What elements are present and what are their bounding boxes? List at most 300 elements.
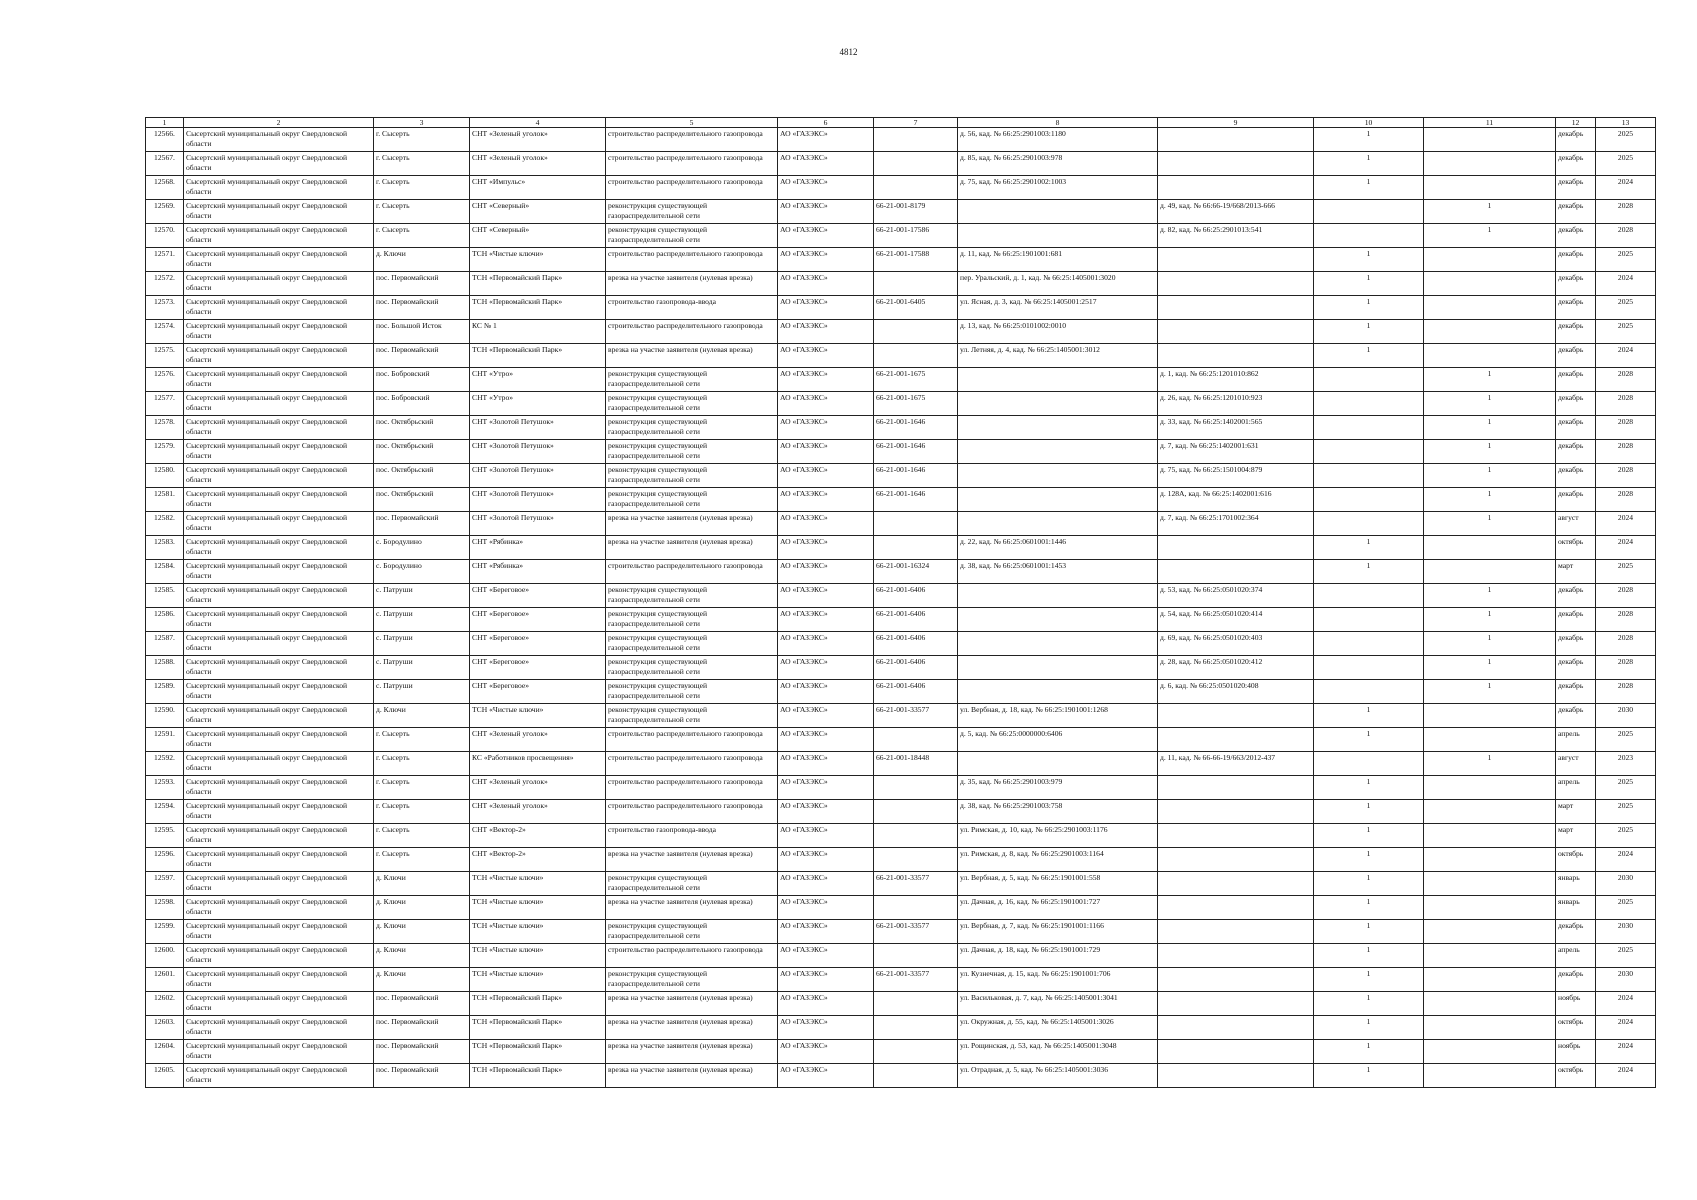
year-cell: 2028 [1596, 200, 1656, 224]
col11-cell [1424, 872, 1556, 896]
col11-cell [1424, 968, 1556, 992]
work-type-cell: реконструкция существующей газораспределительной сети [606, 392, 778, 416]
row-number: 12572. [146, 272, 184, 296]
col11-cell [1424, 1040, 1556, 1064]
operator-cell: АО «ГАЗЭКС» [778, 320, 874, 344]
table-row [146, 752, 1656, 776]
table-row [146, 200, 1656, 224]
partnership-cell: ТСН «Первомайский Парк» [470, 1016, 606, 1040]
col10-cell: 1 [1314, 800, 1424, 824]
settlement-cell: д. Ключи [374, 248, 470, 272]
col10-cell [1314, 440, 1424, 464]
row-number: 12602. [146, 992, 184, 1016]
municipality-cell: Сысертский муниципальный округ Свердловской области [184, 1064, 374, 1088]
partnership-cell: ТСН «Чистые ключи» [470, 704, 606, 728]
row-number: 12604. [146, 1040, 184, 1064]
col10-cell [1314, 512, 1424, 536]
year-cell: 2024 [1596, 536, 1656, 560]
network-id-cell: 66-21-001-6405 [874, 296, 958, 320]
partnership-cell: СНТ «Импульс» [470, 176, 606, 200]
municipality-cell: Сысертский муниципальный округ Свердловской области [184, 464, 374, 488]
settlement-cell: д. Ключи [374, 872, 470, 896]
col11-cell [1424, 728, 1556, 752]
partnership-cell: СНТ «Береговое» [470, 584, 606, 608]
col11-cell [1424, 992, 1556, 1016]
work-type-cell: реконструкция существующей газораспределительной сети [606, 872, 778, 896]
address-cell [958, 392, 1158, 416]
partnership-cell: ТСН «Чистые ключи» [470, 968, 606, 992]
operator-cell: АО «ГАЗЭКС» [778, 968, 874, 992]
month-cell: декабрь [1556, 128, 1596, 152]
operator-cell: АО «ГАЗЭКС» [778, 200, 874, 224]
cadastral-cell [1158, 128, 1314, 152]
partnership-cell: СНТ «Северный» [470, 200, 606, 224]
partnership-cell: СНТ «Рябинка» [470, 560, 606, 584]
column-header-3: 3 [374, 118, 470, 128]
network-id-cell: 66-21-001-33577 [874, 704, 958, 728]
partnership-cell: ТСН «Первомайский Парк» [470, 1064, 606, 1088]
network-id-cell: 66-21-001-17588 [874, 248, 958, 272]
work-type-cell: строительство распределительного газопровода [606, 944, 778, 968]
col10-cell: 1 [1314, 824, 1424, 848]
network-id-cell: 66-21-001-1646 [874, 440, 958, 464]
work-type-cell: врезка на участке заявителя (нулевая врезка) [606, 536, 778, 560]
row-number: 12598. [146, 896, 184, 920]
table-row [146, 224, 1656, 248]
network-id-cell: 66-21-001-33577 [874, 968, 958, 992]
partnership-cell: КС «Работников просвещения» [470, 752, 606, 776]
row-number: 12573. [146, 296, 184, 320]
settlement-cell: г. Сысерть [374, 848, 470, 872]
table-row [146, 560, 1656, 584]
col10-cell [1314, 584, 1424, 608]
month-cell: декабрь [1556, 680, 1596, 704]
cadastral-cell: д. 82, кад. № 66:25:2901013:541 [1158, 224, 1314, 248]
municipality-cell: Сысертский муниципальный округ Свердловской области [184, 152, 374, 176]
cadastral-cell: д. 49, кад. № 66:66-19/668/2013-666 [1158, 200, 1314, 224]
settlement-cell: с. Патруши [374, 656, 470, 680]
municipality-cell: Сысертский муниципальный округ Свердловской области [184, 128, 374, 152]
table-header [146, 118, 1656, 128]
month-cell: ноябрь [1556, 1040, 1596, 1064]
cadastral-cell: д. 128А, кад. № 66:25:1402001:616 [1158, 488, 1314, 512]
row-number: 12586. [146, 608, 184, 632]
year-cell: 2025 [1596, 320, 1656, 344]
col11-cell [1424, 1064, 1556, 1088]
col10-cell [1314, 656, 1424, 680]
network-id-cell [874, 992, 958, 1016]
table-row [146, 728, 1656, 752]
operator-cell: АО «ГАЗЭКС» [778, 560, 874, 584]
col10-cell: 1 [1314, 848, 1424, 872]
address-cell [958, 608, 1158, 632]
settlement-cell: г. Сысерть [374, 800, 470, 824]
network-id-cell [874, 536, 958, 560]
work-type-cell: реконструкция существующей газораспределительной сети [606, 632, 778, 656]
work-type-cell: реконструкция существующей газораспределительной сети [606, 488, 778, 512]
col11-cell: 1 [1424, 584, 1556, 608]
network-id-cell [874, 896, 958, 920]
month-cell: декабрь [1556, 152, 1596, 176]
operator-cell: АО «ГАЗЭКС» [778, 1040, 874, 1064]
cadastral-cell [1158, 872, 1314, 896]
municipality-cell: Сысертский муниципальный округ Свердловской области [184, 416, 374, 440]
month-cell: март [1556, 800, 1596, 824]
col11-cell [1424, 776, 1556, 800]
settlement-cell: пос. Большой Исток [374, 320, 470, 344]
network-id-cell [874, 944, 958, 968]
work-type-cell: строительство распределительного газопровода [606, 728, 778, 752]
network-id-cell: 66-21-001-33577 [874, 920, 958, 944]
settlement-cell: г. Сысерть [374, 752, 470, 776]
address-cell: ул. Кузнечная, д. 15, кад. № 66:25:1901001:706 [958, 968, 1158, 992]
header-row [146, 118, 1656, 128]
work-type-cell: реконструкция существующей газораспределительной сети [606, 680, 778, 704]
operator-cell: АО «ГАЗЭКС» [778, 992, 874, 1016]
row-number: 12584. [146, 560, 184, 584]
col11-cell: 1 [1424, 512, 1556, 536]
year-cell: 2024 [1596, 848, 1656, 872]
column-header-2: 2 [184, 118, 374, 128]
cadastral-cell [1158, 176, 1314, 200]
col11-cell: 1 [1424, 752, 1556, 776]
row-number: 12569. [146, 200, 184, 224]
operator-cell: АО «ГАЗЭКС» [778, 704, 874, 728]
month-cell: октябрь [1556, 1064, 1596, 1088]
work-type-cell: реконструкция существующей газораспределительной сети [606, 224, 778, 248]
settlement-cell: г. Сысерть [374, 824, 470, 848]
row-number: 12599. [146, 920, 184, 944]
year-cell: 2028 [1596, 488, 1656, 512]
month-cell: декабрь [1556, 632, 1596, 656]
row-number: 12568. [146, 176, 184, 200]
settlement-cell: пос. Первомайский [374, 1040, 470, 1064]
cadastral-cell [1158, 344, 1314, 368]
address-cell: ул. Отрадная, д. 5, кад. № 66:25:1405001:3036 [958, 1064, 1158, 1088]
col10-cell: 1 [1314, 728, 1424, 752]
partnership-cell: ТСН «Первомайский Парк» [470, 344, 606, 368]
year-cell: 2025 [1596, 560, 1656, 584]
month-cell: декабрь [1556, 344, 1596, 368]
address-cell: д. 75, кад. № 66:25:2901002:1003 [958, 176, 1158, 200]
month-cell: октябрь [1556, 1016, 1596, 1040]
settlement-cell: с. Патруши [374, 584, 470, 608]
table-row [146, 128, 1656, 152]
table-row [146, 344, 1656, 368]
settlement-cell: с. Патруши [374, 632, 470, 656]
year-cell: 2030 [1596, 920, 1656, 944]
col11-cell [1424, 128, 1556, 152]
month-cell: декабрь [1556, 248, 1596, 272]
month-cell: апрель [1556, 728, 1596, 752]
network-id-cell [874, 512, 958, 536]
table-row [146, 152, 1656, 176]
address-cell: ул. Вербная, д. 7, кад. № 66:25:1901001:1166 [958, 920, 1158, 944]
column-header-10: 10 [1314, 118, 1424, 128]
cadastral-cell: д. 54, кад. № 66:25:0501020:414 [1158, 608, 1314, 632]
work-type-cell: реконструкция существующей газораспределительной сети [606, 440, 778, 464]
settlement-cell: пос. Октябрьский [374, 488, 470, 512]
settlement-cell: г. Сысерть [374, 176, 470, 200]
municipality-cell: Сысертский муниципальный округ Свердловской области [184, 248, 374, 272]
municipality-cell: Сысертский муниципальный округ Свердловской области [184, 176, 374, 200]
municipality-cell: Сысертский муниципальный округ Свердловской области [184, 968, 374, 992]
operator-cell: АО «ГАЗЭКС» [778, 920, 874, 944]
col11-cell [1424, 344, 1556, 368]
year-cell: 2028 [1596, 632, 1656, 656]
operator-cell: АО «ГАЗЭКС» [778, 848, 874, 872]
table-row [146, 248, 1656, 272]
partnership-cell: СНТ «Утро» [470, 368, 606, 392]
table-row [146, 416, 1656, 440]
operator-cell: АО «ГАЗЭКС» [778, 1016, 874, 1040]
col11-cell [1424, 704, 1556, 728]
year-cell: 2028 [1596, 608, 1656, 632]
row-number: 12591. [146, 728, 184, 752]
month-cell: август [1556, 752, 1596, 776]
operator-cell: АО «ГАЗЭКС» [778, 272, 874, 296]
year-cell: 2024 [1596, 176, 1656, 200]
month-cell: апрель [1556, 776, 1596, 800]
cadastral-cell [1158, 800, 1314, 824]
table-row [146, 272, 1656, 296]
network-id-cell [874, 1040, 958, 1064]
municipality-cell: Сысертский муниципальный округ Свердловской области [184, 920, 374, 944]
col11-cell: 1 [1424, 368, 1556, 392]
col10-cell [1314, 416, 1424, 440]
partnership-cell: ТСН «Чистые ключи» [470, 248, 606, 272]
network-id-cell: 66-21-001-17586 [874, 224, 958, 248]
col10-cell: 1 [1314, 992, 1424, 1016]
municipality-cell: Сысертский муниципальный округ Свердловской области [184, 488, 374, 512]
operator-cell: АО «ГАЗЭКС» [778, 632, 874, 656]
table-row [146, 872, 1656, 896]
operator-cell: АО «ГАЗЭКС» [778, 680, 874, 704]
cadastral-cell: д. 69, кад. № 66:25:0501020:403 [1158, 632, 1314, 656]
cadastral-cell: д. 11, кад. № 66-66-19/663/2012-437 [1158, 752, 1314, 776]
address-cell [958, 440, 1158, 464]
operator-cell: АО «ГАЗЭКС» [778, 872, 874, 896]
settlement-cell: с. Патруши [374, 608, 470, 632]
month-cell: декабрь [1556, 704, 1596, 728]
network-id-cell [874, 344, 958, 368]
table-row [146, 392, 1656, 416]
network-id-cell: 66-21-001-1646 [874, 416, 958, 440]
column-header-9: 9 [1158, 118, 1314, 128]
cadastral-cell [1158, 1040, 1314, 1064]
partnership-cell: СНТ «Зеленый уголок» [470, 776, 606, 800]
year-cell: 2028 [1596, 224, 1656, 248]
month-cell: декабрь [1556, 224, 1596, 248]
row-number: 12585. [146, 584, 184, 608]
cadastral-cell: д. 53, кад. № 66:25:0501020:374 [1158, 584, 1314, 608]
col10-cell: 1 [1314, 896, 1424, 920]
operator-cell: АО «ГАЗЭКС» [778, 1064, 874, 1088]
month-cell: март [1556, 824, 1596, 848]
operator-cell: АО «ГАЗЭКС» [778, 440, 874, 464]
month-cell: декабрь [1556, 176, 1596, 200]
table-row [146, 968, 1656, 992]
partnership-cell: СНТ «Золотой Петушок» [470, 416, 606, 440]
municipality-cell: Сысертский муниципальный округ Свердловской области [184, 440, 374, 464]
col11-cell [1424, 320, 1556, 344]
row-number: 12574. [146, 320, 184, 344]
settlement-cell: пос. Первомайский [374, 512, 470, 536]
settlement-cell: г. Сысерть [374, 152, 470, 176]
col10-cell [1314, 632, 1424, 656]
col11-cell: 1 [1424, 416, 1556, 440]
operator-cell: АО «ГАЗЭКС» [778, 296, 874, 320]
partnership-cell: ТСН «Чистые ключи» [470, 872, 606, 896]
cadastral-cell [1158, 728, 1314, 752]
row-number: 12593. [146, 776, 184, 800]
operator-cell: АО «ГАЗЭКС» [778, 896, 874, 920]
col11-cell: 1 [1424, 632, 1556, 656]
address-cell: д. 85, кад. № 66:25:2901003:978 [958, 152, 1158, 176]
partnership-cell: СНТ «Золотой Петушок» [470, 464, 606, 488]
address-cell: д. 56, кад. № 66:25:2901003:1180 [958, 128, 1158, 152]
partnership-cell: ТСН «Первомайский Парк» [470, 296, 606, 320]
address-cell: д. 11, кад. № 66:25:1901001:681 [958, 248, 1158, 272]
month-cell: декабрь [1556, 392, 1596, 416]
cadastral-cell [1158, 560, 1314, 584]
year-cell: 2024 [1596, 1016, 1656, 1040]
municipality-cell: Сысертский муниципальный округ Свердловской области [184, 584, 374, 608]
month-cell: апрель [1556, 944, 1596, 968]
network-id-cell [874, 728, 958, 752]
table-row [146, 992, 1656, 1016]
network-id-cell: 66-21-001-18448 [874, 752, 958, 776]
col11-cell [1424, 176, 1556, 200]
col11-cell [1424, 152, 1556, 176]
row-number: 12600. [146, 944, 184, 968]
work-type-cell: реконструкция существующей газораспределительной сети [606, 920, 778, 944]
col10-cell [1314, 200, 1424, 224]
operator-cell: АО «ГАЗЭКС» [778, 176, 874, 200]
address-cell [958, 584, 1158, 608]
month-cell: октябрь [1556, 536, 1596, 560]
table-row [146, 464, 1656, 488]
work-type-cell: строительство газопровода-ввода [606, 824, 778, 848]
col10-cell: 1 [1314, 152, 1424, 176]
address-cell: пер. Уральский, д. 1, кад. № 66:25:1405001:3020 [958, 272, 1158, 296]
address-cell: д. 38, кад. № 66:25:2901003:758 [958, 800, 1158, 824]
work-type-cell: реконструкция существующей газораспределительной сети [606, 464, 778, 488]
cadastral-cell [1158, 536, 1314, 560]
col11-cell: 1 [1424, 440, 1556, 464]
month-cell: декабрь [1556, 488, 1596, 512]
column-header-8: 8 [958, 118, 1158, 128]
table-row [146, 776, 1656, 800]
settlement-cell: г. Сысерть [374, 200, 470, 224]
municipality-cell: Сысертский муниципальный округ Свердловской области [184, 560, 374, 584]
settlement-cell: с. Бородулино [374, 536, 470, 560]
work-type-cell: врезка на участке заявителя (нулевая врезка) [606, 992, 778, 1016]
row-number: 12576. [146, 368, 184, 392]
cadastral-cell [1158, 968, 1314, 992]
partnership-cell: ТСН «Чистые ключи» [470, 920, 606, 944]
row-number: 12596. [146, 848, 184, 872]
municipality-cell: Сысертский муниципальный округ Свердловской области [184, 200, 374, 224]
table-row [146, 296, 1656, 320]
col10-cell: 1 [1314, 320, 1424, 344]
year-cell: 2025 [1596, 800, 1656, 824]
partnership-cell: СНТ «Береговое» [470, 656, 606, 680]
col11-cell: 1 [1424, 608, 1556, 632]
register-table [145, 117, 1656, 1088]
address-cell: ул. Ясная, д. 3, кад. № 66:25:1405001:2517 [958, 296, 1158, 320]
table-row [146, 656, 1656, 680]
row-number: 12566. [146, 128, 184, 152]
municipality-cell: Сысертский муниципальный округ Свердловской области [184, 224, 374, 248]
year-cell: 2024 [1596, 992, 1656, 1016]
operator-cell: АО «ГАЗЭКС» [778, 464, 874, 488]
month-cell: декабрь [1556, 272, 1596, 296]
cadastral-cell: д. 1, кад. № 66:25:1201010:862 [1158, 368, 1314, 392]
col11-cell: 1 [1424, 680, 1556, 704]
page-number: 4812 [839, 47, 858, 57]
year-cell: 2025 [1596, 296, 1656, 320]
row-number: 12567. [146, 152, 184, 176]
col10-cell: 1 [1314, 920, 1424, 944]
column-header-12: 12 [1556, 118, 1596, 128]
municipality-cell: Сысертский муниципальный округ Свердловской области [184, 1016, 374, 1040]
table-row [146, 608, 1656, 632]
table-row [146, 584, 1656, 608]
settlement-cell: д. Ключи [374, 896, 470, 920]
year-cell: 2028 [1596, 368, 1656, 392]
table-row [146, 368, 1656, 392]
col11-cell [1424, 248, 1556, 272]
col10-cell [1314, 680, 1424, 704]
col10-cell: 1 [1314, 1016, 1424, 1040]
address-cell: ул. Дачная, д. 16, кад. № 66:25:1901001:727 [958, 896, 1158, 920]
row-number: 12571. [146, 248, 184, 272]
municipality-cell: Сысертский муниципальный округ Свердловской области [184, 848, 374, 872]
work-type-cell: врезка на участке заявителя (нулевая врезка) [606, 848, 778, 872]
settlement-cell: д. Ключи [374, 944, 470, 968]
cadastral-cell [1158, 296, 1314, 320]
month-cell: декабрь [1556, 608, 1596, 632]
year-cell: 2028 [1596, 440, 1656, 464]
cadastral-cell [1158, 824, 1314, 848]
partnership-cell: СНТ «Вектор-2» [470, 848, 606, 872]
table-row [146, 944, 1656, 968]
table-row [146, 680, 1656, 704]
row-number: 12589. [146, 680, 184, 704]
municipality-cell: Сысертский муниципальный округ Свердловской области [184, 800, 374, 824]
operator-cell: АО «ГАЗЭКС» [778, 416, 874, 440]
col10-cell: 1 [1314, 776, 1424, 800]
row-number: 12581. [146, 488, 184, 512]
column-header-13: 13 [1596, 118, 1656, 128]
month-cell: январь [1556, 896, 1596, 920]
settlement-cell: пос. Первомайский [374, 992, 470, 1016]
month-cell: декабрь [1556, 656, 1596, 680]
cadastral-cell [1158, 248, 1314, 272]
settlement-cell: с. Патруши [374, 680, 470, 704]
cadastral-cell [1158, 920, 1314, 944]
work-type-cell: врезка на участке заявителя (нулевая врезка) [606, 1016, 778, 1040]
cadastral-cell: д. 28, кад. № 66:25:0501020:412 [1158, 656, 1314, 680]
municipality-cell: Сысертский муниципальный округ Свердловской области [184, 872, 374, 896]
settlement-cell: с. Бородулино [374, 560, 470, 584]
col10-cell: 1 [1314, 272, 1424, 296]
month-cell: ноябрь [1556, 992, 1596, 1016]
network-id-cell [874, 824, 958, 848]
table-row [146, 1040, 1656, 1064]
col11-cell: 1 [1424, 200, 1556, 224]
